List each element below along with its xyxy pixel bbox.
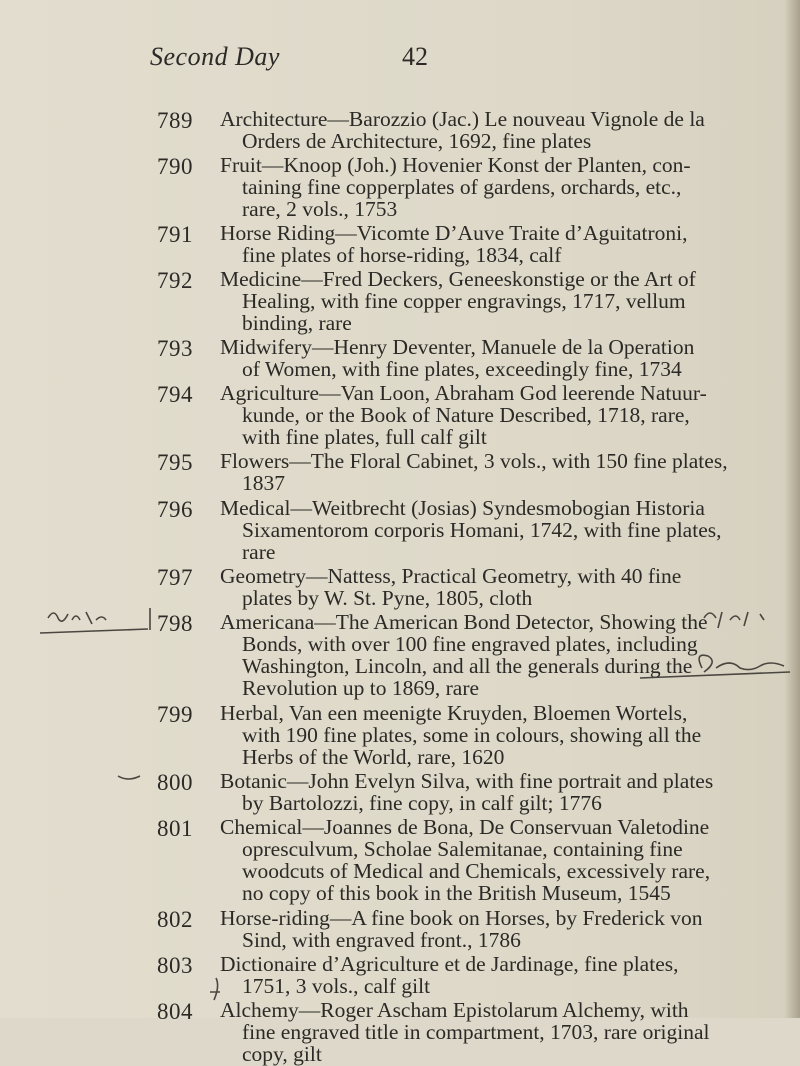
lot-description-line: Bonds, with over 100 fine engraved plates, including (242, 632, 698, 656)
lot-number: 792 (157, 268, 193, 293)
lot-description (220, 497, 780, 563)
lot-description (220, 565, 780, 609)
lot-description-line: woodcuts of Medical and Chemicals, excessively rare, (242, 859, 711, 883)
lot-description-line: Architecture—Barozzio (Jac.) Le nouveau Vignole de la (220, 107, 705, 131)
lot-description-line: Horse-riding—A fine book on Horses, by Frederick von (220, 906, 703, 930)
lot-number: 801 (157, 816, 193, 841)
lot-number: 802 (157, 907, 193, 932)
lot-number: 796 (157, 497, 193, 522)
lot-description (220, 450, 780, 494)
lot-number: 804 (157, 999, 193, 1024)
lot-number: 790 (157, 154, 193, 179)
lot-description (220, 108, 780, 152)
lot-description-line: with 190 fine plates, some in colours, showing all the (242, 723, 702, 747)
lot-description-line: Agriculture—Van Loon, Abraham God leerende Natuur- (220, 381, 707, 405)
lot-description (220, 770, 780, 814)
page-number: 42 (402, 42, 428, 71)
lot-number: 794 (157, 382, 193, 407)
lot-description-line: Chemical—Joannes de Bona, De Conservuan Valetodine (220, 815, 710, 839)
lot-description-line: taining fine copperplates of gardens, orchards, etc., (242, 175, 682, 199)
lot-description-line: rare, 2 vols., 1753 (242, 197, 398, 221)
lot-number: 791 (157, 222, 193, 247)
lot-number: 797 (157, 565, 193, 590)
lot-description-line: 1751, 3 vols., calf gilt (242, 974, 431, 998)
section-heading: Second Day (150, 42, 280, 71)
lot-description-line: Botanic—John Evelyn Silva, with fine portrait and plates (220, 769, 714, 793)
margin-scribble (48, 612, 106, 624)
lot-description (220, 816, 780, 904)
lot-description-line: Sind, with engraved front., 1786 (242, 928, 521, 952)
lot-description-line: Americana—The American Bond Detector, Showing the (220, 610, 708, 634)
lot-description-line: kunde, or the Book of Nature Described, 1718, rare, (242, 403, 690, 427)
lot-description-line: with fine plates, full calf gilt (242, 425, 487, 449)
lot-number: 789 (157, 108, 193, 133)
lot-description-line: Orders de Architecture, 1692, fine plates (242, 129, 592, 153)
lot-number: 795 (157, 450, 193, 475)
lot-description (220, 953, 780, 997)
lot-description-line: 1837 (242, 471, 285, 495)
lot-number: 803 (157, 953, 193, 978)
lot-description-line: Medical—Weitbrecht (Josias) Syndesmobogian Historia (220, 496, 705, 520)
lot-description-line: Herbal, Van een meenigte Kruyden, Bloemen Wortels, (220, 701, 688, 725)
lot-description-line: Alchemy—Roger Ascham Epistolarum Alchemy, with (220, 998, 689, 1022)
lot-description-line: opresculvum, Scholae Salemitanae, containing fine (242, 837, 683, 861)
lot-description-line: fine engraved title in compartment, 1703, rare original (242, 1020, 710, 1044)
lot-description (220, 268, 780, 334)
lot-description-line: binding, rare (242, 311, 352, 335)
lot-description-line: Washington, Lincoln, and all the generals during the (242, 654, 693, 678)
lot-number: 800 (157, 770, 193, 795)
lot-description (220, 999, 780, 1065)
lot-description-line: of Women, with fine plates, exceedingly fine, 1734 (242, 357, 682, 381)
lot-description (220, 154, 780, 220)
lot-description-line: Horse Riding—Vicomte D’Auve Traite d’Aguitatroni, (220, 221, 688, 245)
lot-description-line: Flowers—The Floral Cabinet, 3 vols., with 150 fine plates, (220, 449, 728, 473)
lot-number: 799 (157, 702, 193, 727)
lot-number: 793 (157, 336, 193, 361)
lot-description-line: fine plates of horse-riding, 1834, calf (242, 243, 562, 267)
lot-description-line: Dictionaire d’Agriculture et de Jardinage, fine plates, (220, 952, 679, 976)
lot-800-dash (118, 776, 140, 779)
lot-description-line: Herbs of the World, rare, 1620 (242, 745, 505, 769)
lot-description-line: Geometry—Nattess, Practical Geometry, with 40 fine (220, 564, 682, 588)
lot-description-line: Healing, with fine copper engravings, 1717, vellum (242, 289, 686, 313)
lot-description (220, 336, 780, 380)
lot-description (220, 907, 780, 951)
lot-description-line: Revolution up to 1869, rare (242, 676, 480, 700)
lot-description-line: Midwifery—Henry Deventer, Manuele de la Operation (220, 335, 695, 359)
lot-number: 798 (157, 611, 193, 636)
lot-description-line: copy, gilt (242, 1042, 322, 1066)
lot-description (220, 702, 780, 768)
lot-description-line: Sixamentorom corporis Homani, 1742, with fine plates, (242, 518, 722, 542)
margin-underline (40, 629, 148, 633)
lower-left-mark (210, 978, 220, 1000)
page-edge-shadow (784, 0, 800, 1018)
lot-description-line: plates by W. St. Pyne, 1805, cloth (242, 586, 533, 610)
lot-description (220, 382, 780, 448)
lot-description-line: Medicine—Fred Deckers, Geneeskonstige or the Art of (220, 267, 696, 291)
lot-description-line: rare (242, 540, 276, 564)
lot-description-line: no copy of this book in the British Museum, 1545 (242, 881, 671, 905)
lot-description (220, 222, 780, 266)
lot-description-line: by Bartolozzi, fine copy, in calf gilt; 1776 (242, 791, 602, 815)
lot-description-line: Fruit—Knoop (Joh.) Hovenier Konst der Planten, con- (220, 153, 691, 177)
lot-description (220, 611, 780, 699)
